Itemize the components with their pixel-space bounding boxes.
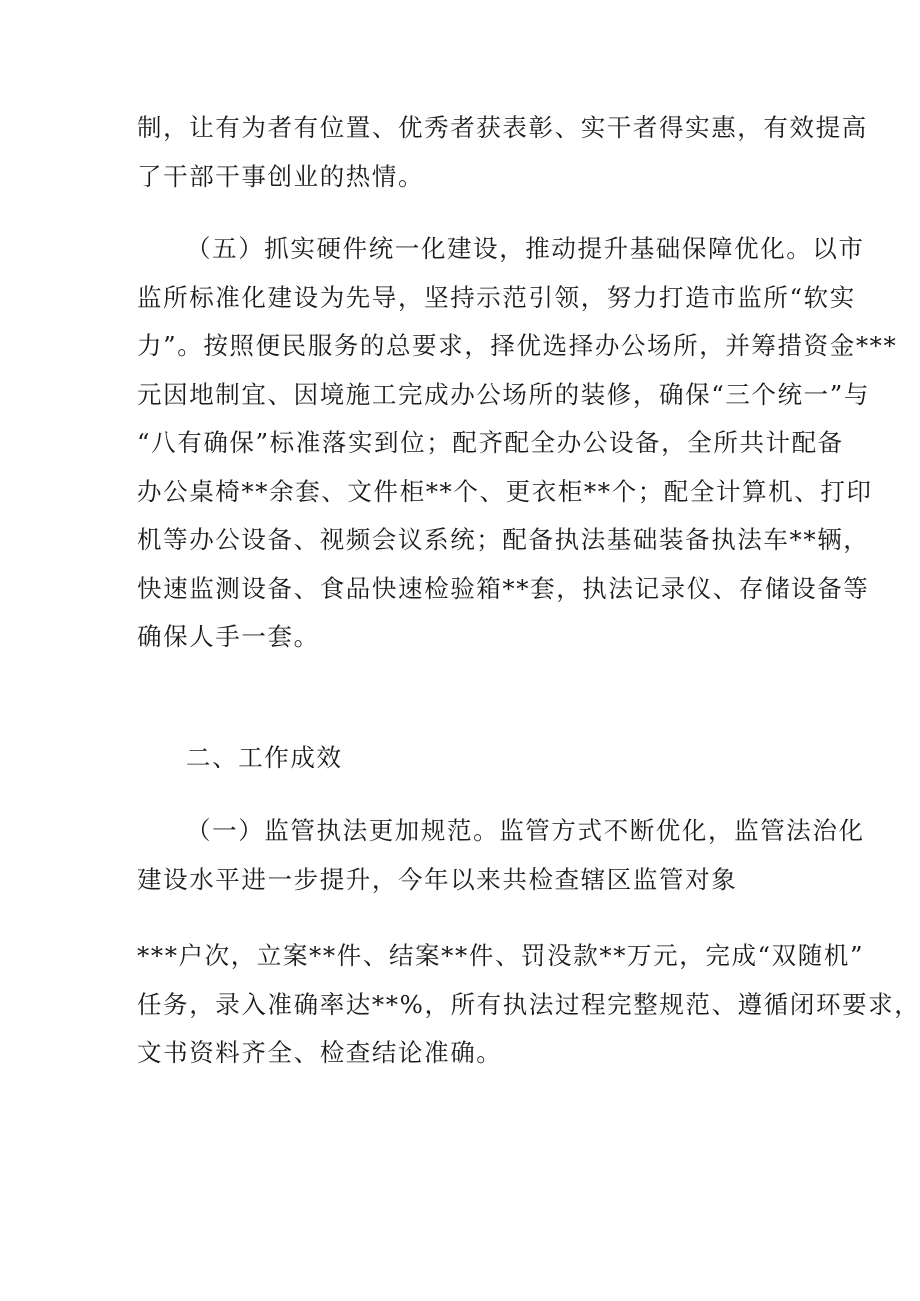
text-line: 确保人手一套。 <box>137 622 320 651</box>
text-line: 文书资料齐全、检查结论准确。 <box>137 1038 503 1067</box>
paragraph-cadre-incentive <box>137 104 868 201</box>
text-line: 了干部干事创业的热情。 <box>137 161 425 191</box>
section-heading: 二、工作成效 <box>186 743 343 772</box>
paragraph-hardware-construction <box>137 225 898 662</box>
paragraph-supervision-enforcement <box>137 807 865 904</box>
text-line: （一）监管执法更加规范。监管方式不断优化，监管法治化 <box>186 816 865 845</box>
text-line: 监所标准化建设为先导，坚持示范引领，努力打造市监所“软实 <box>137 282 856 312</box>
section-heading-work-results <box>137 734 792 783</box>
text-line: 制，让有为者有位置、优秀者获表彰、实干者得实惠，有效提高 <box>137 113 868 142</box>
text-line: 机等办公设备、视频会议系统；配备执法基础装备执法车**辆， <box>137 525 870 554</box>
text-line: 办公桌椅**余套、文件柜**个、更衣柜**个；配全计算机、打印 <box>137 476 873 506</box>
text-line: 建设水平进一步提升，今年以来共检查辖区监管对象 <box>137 864 738 894</box>
text-line: 元因地制宜、因境施工完成办公场所的装修，确保“三个统一”与 <box>137 379 870 409</box>
text-line: 力”。按照便民服务的总要求，择优选择办公场所，并筹措资金*** <box>137 331 898 360</box>
text-line: 快速监测设备、食品快速检验箱**套，执法记录仪、存储设备等 <box>137 573 870 603</box>
text-line: ***户次，立案**件、结案**件、罚没款**万元，完成“双随机” <box>137 941 865 970</box>
text-line: 任务，录入准确率达**%，所有执法过程完整规范、遵循闭环要求， <box>137 989 920 1019</box>
paragraph-enforcement-statistics <box>137 932 920 1078</box>
text-line: （五）抓实硬件统一化建设，推动提升基础保障优化。以市 <box>186 234 865 263</box>
text-line: “八有确保”标准落实到位；配齐配全办公设备，全所共计配备 <box>137 428 844 457</box>
